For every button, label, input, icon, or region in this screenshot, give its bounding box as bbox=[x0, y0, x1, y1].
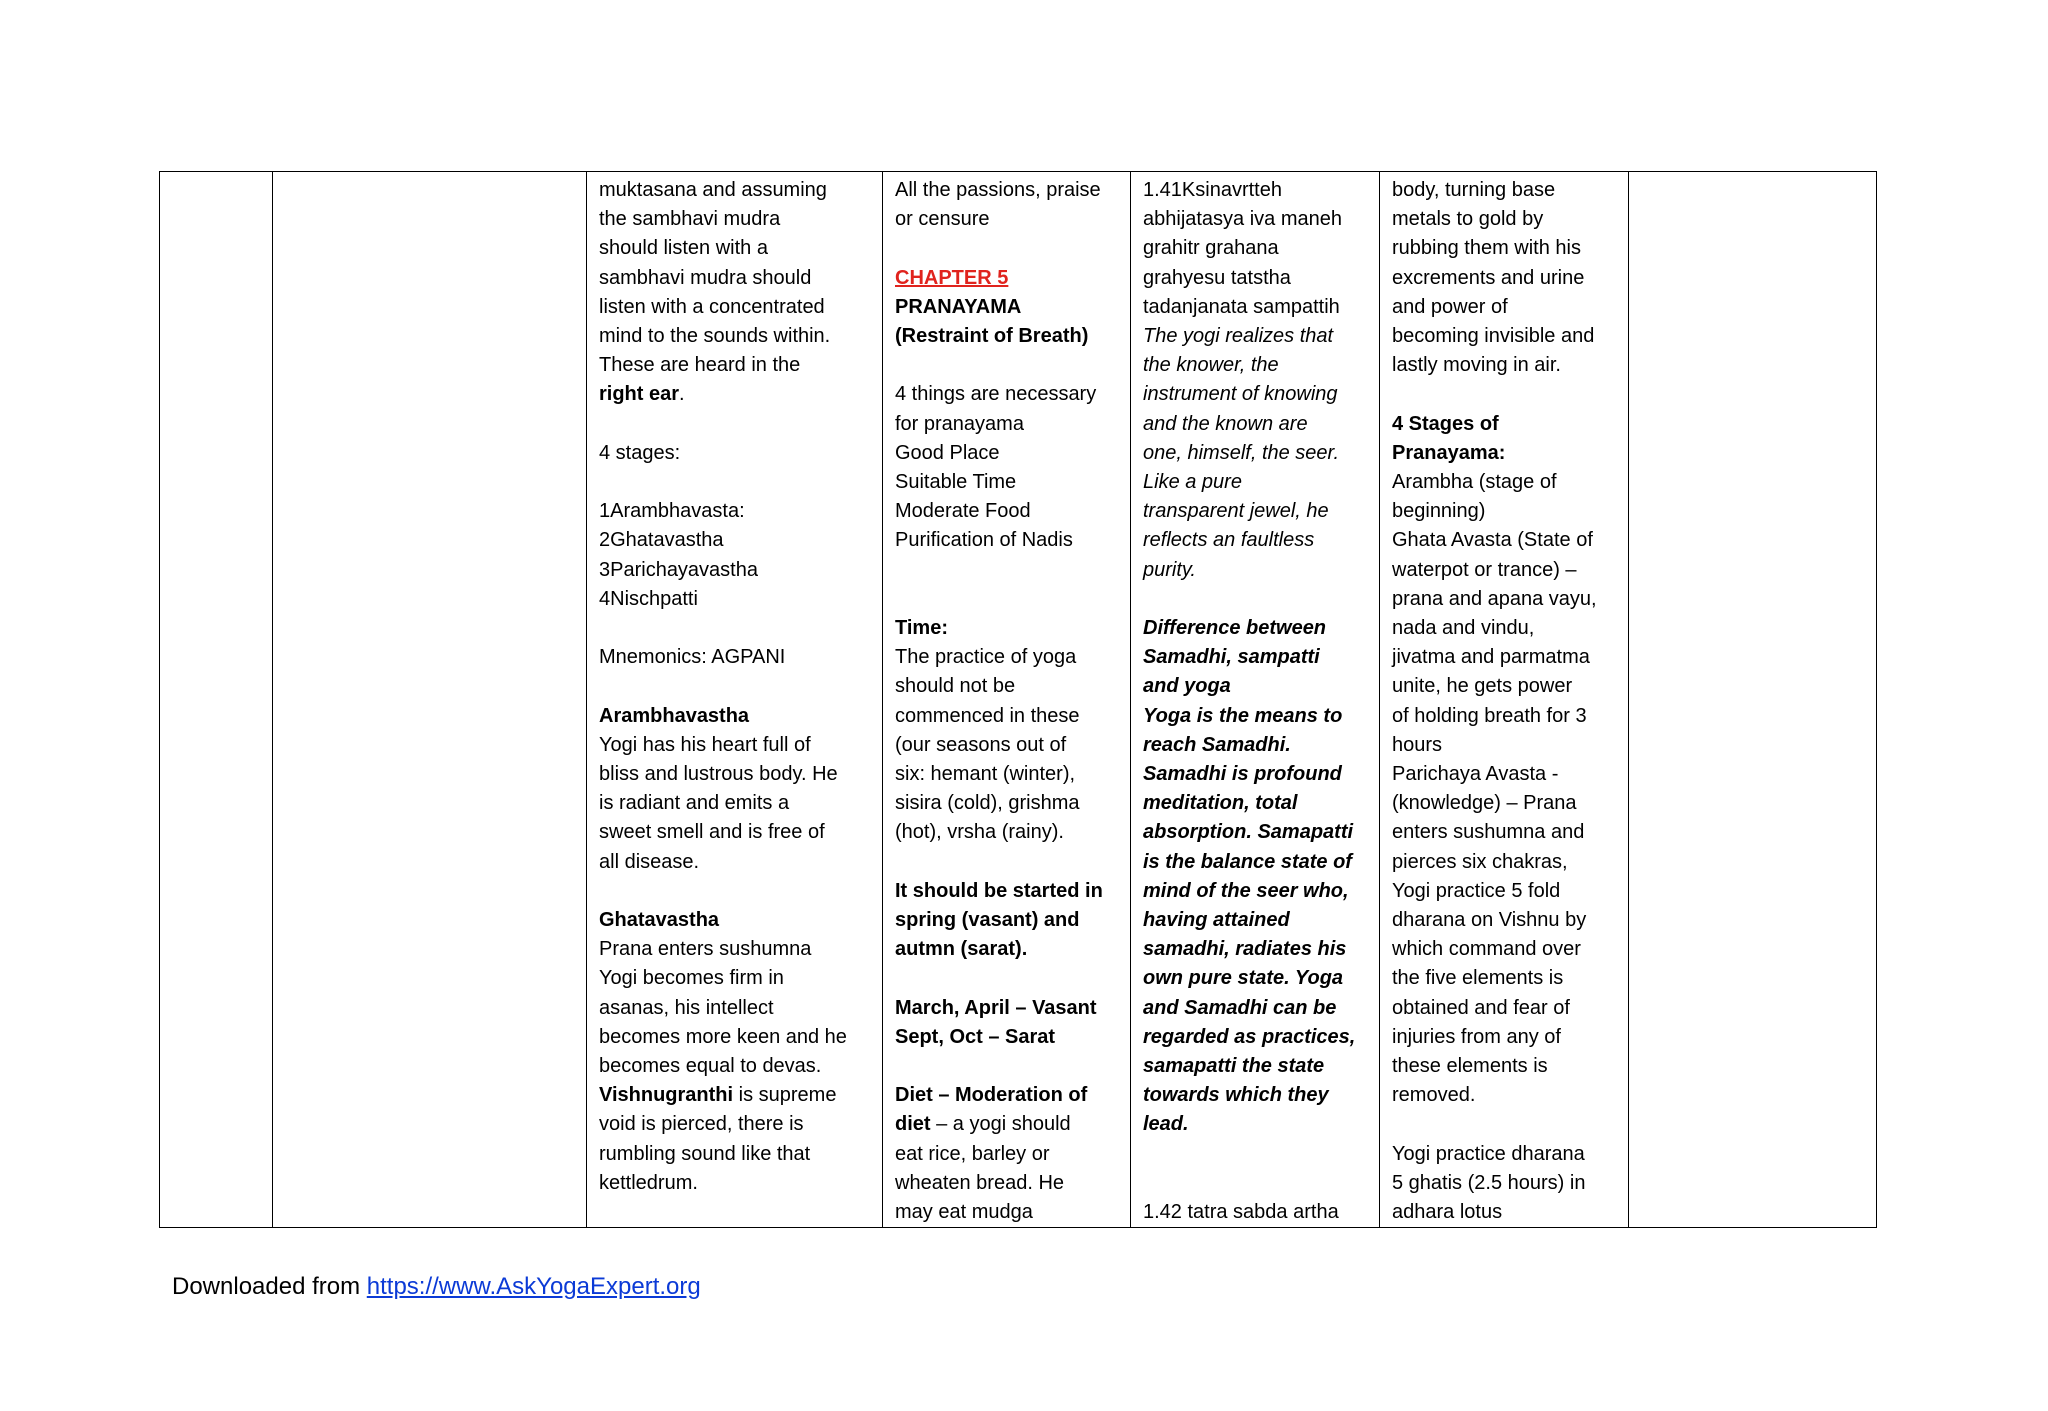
text-run: becoming invisible and bbox=[1392, 325, 1595, 348]
text-line bbox=[599, 439, 870, 468]
text-run: 1.41Ksinavrtteh bbox=[1143, 179, 1282, 201]
text-line bbox=[895, 760, 1118, 789]
text-line bbox=[895, 264, 1118, 293]
text-run: unite, he gets power bbox=[1392, 675, 1573, 698]
text-line bbox=[599, 234, 870, 263]
text-run: nada and vindu, bbox=[1392, 617, 1535, 640]
text-run: rubbing them with his bbox=[1392, 237, 1581, 260]
text-run: Ghatavastha bbox=[599, 909, 720, 931]
text-run: meditation, total bbox=[1143, 792, 1298, 815]
text-line bbox=[599, 1052, 870, 1081]
text-run: obtained and fear of bbox=[1392, 996, 1570, 1019]
text-line bbox=[895, 322, 1118, 351]
text-line bbox=[895, 176, 1118, 205]
text-run: . bbox=[679, 383, 685, 406]
text-line bbox=[1143, 234, 1367, 263]
text-run: excrements and urine bbox=[1392, 266, 1585, 289]
text-line bbox=[599, 1023, 870, 1052]
footer-download-note bbox=[172, 1273, 701, 1301]
text-run: instrument of knowing bbox=[1143, 383, 1338, 406]
text-run: autmn (sarat). bbox=[895, 938, 1028, 961]
text-run: It should be started in bbox=[895, 879, 1103, 902]
text-line bbox=[895, 643, 1118, 672]
text-run: eat rice, barley or bbox=[895, 1142, 1050, 1165]
text-line bbox=[895, 293, 1118, 322]
chapter-heading: CHAPTER 5 bbox=[895, 266, 1009, 289]
text-run: 2Ghatavastha bbox=[599, 529, 724, 552]
text-run: Diet – Moderation of bbox=[895, 1084, 1088, 1107]
text-run: Sept, Oct – Sarat bbox=[895, 1025, 1056, 1048]
text-line bbox=[599, 322, 870, 351]
text-run: six: hemant (winter), bbox=[895, 763, 1076, 785]
text-line bbox=[599, 848, 870, 877]
text-run: Moderate Food bbox=[895, 500, 1031, 523]
text-run: beginning) bbox=[1392, 500, 1486, 523]
text-run: reflects an faultless bbox=[1143, 529, 1315, 552]
text-run: metals to gold by bbox=[1392, 208, 1544, 231]
text-line bbox=[1143, 585, 1367, 614]
text-line bbox=[1143, 935, 1367, 964]
text-line bbox=[599, 789, 870, 818]
text-line bbox=[895, 585, 1118, 614]
text-run: Yogi practice dharana bbox=[1392, 1142, 1585, 1165]
text-line bbox=[1143, 994, 1367, 1023]
text-line bbox=[895, 702, 1118, 731]
text-line bbox=[1392, 176, 1616, 205]
text-line bbox=[599, 994, 870, 1023]
text-run: samapatti the state bbox=[1143, 1055, 1325, 1078]
text-run: rumbling sound like that bbox=[599, 1142, 811, 1165]
text-line bbox=[1143, 643, 1367, 672]
text-run: Good Place bbox=[895, 441, 1000, 464]
text-line bbox=[895, 906, 1118, 935]
text-run: Parichaya Avasta - bbox=[1392, 763, 1559, 786]
text-run: asanas, his intellect bbox=[599, 996, 774, 1019]
text-line bbox=[895, 935, 1118, 964]
empty-cell-7 bbox=[1629, 172, 1877, 1228]
text-run: is the balance state of bbox=[1143, 850, 1352, 873]
text-line bbox=[1143, 964, 1367, 993]
text-run: Prana enters sushumna bbox=[599, 938, 812, 961]
text-run: is radiant and emits a bbox=[599, 792, 790, 815]
text-line bbox=[1392, 789, 1616, 818]
text-line bbox=[1392, 818, 1616, 847]
cell-stages-of-pranayama bbox=[1380, 172, 1629, 1228]
text-line bbox=[895, 1169, 1118, 1198]
text-run: reach Samadhi. bbox=[1143, 733, 1291, 756]
text-line bbox=[599, 643, 870, 672]
text-line bbox=[895, 526, 1118, 555]
cell-pranayama-chapter bbox=[883, 172, 1131, 1228]
text-line bbox=[1392, 731, 1616, 760]
text-run: the five elements is bbox=[1392, 967, 1564, 990]
text-run: Suitable Time bbox=[895, 471, 1017, 493]
text-run: lead. bbox=[1143, 1113, 1189, 1136]
text-run: The practice of yoga bbox=[895, 646, 1077, 669]
cell-stages-of-nada bbox=[587, 172, 883, 1228]
text-run: spring (vasant) and bbox=[895, 909, 1080, 931]
text-line bbox=[895, 1140, 1118, 1169]
text-run: having attained bbox=[1143, 909, 1290, 932]
text-line bbox=[599, 1140, 870, 1169]
text-run: Arambha (stage of bbox=[1392, 471, 1557, 494]
text-line bbox=[599, 760, 870, 789]
text-run: (Restraint of Breath) bbox=[895, 325, 1089, 347]
text-line bbox=[1392, 672, 1616, 701]
text-run: samadhi, radiates his bbox=[1143, 938, 1347, 961]
text-line bbox=[1392, 205, 1616, 234]
text-run: 1Arambhavasta: bbox=[599, 500, 745, 523]
text-run: enters sushumna and bbox=[1392, 821, 1585, 844]
text-run: – a yogi should bbox=[930, 1113, 1071, 1136]
text-run: injuries from any of bbox=[1392, 1025, 1561, 1048]
text-line bbox=[1392, 1052, 1616, 1081]
text-run: is supreme bbox=[733, 1084, 837, 1107]
text-run: which command over bbox=[1392, 938, 1581, 961]
text-run: towards which they bbox=[1143, 1084, 1329, 1107]
text-run: Purification of Nadis bbox=[895, 529, 1073, 552]
empty-cell-1 bbox=[160, 172, 273, 1228]
text-run: 1.42 tatra sabda artha bbox=[1143, 1201, 1339, 1224]
text-line bbox=[1143, 410, 1367, 439]
text-run: Samadhi is profound bbox=[1143, 763, 1342, 786]
text-run: mind of the seer who, bbox=[1143, 879, 1349, 902]
text-run: should listen with a bbox=[599, 237, 768, 260]
text-line bbox=[599, 935, 870, 964]
text-line bbox=[895, 410, 1118, 439]
text-run: should not be bbox=[895, 675, 1016, 698]
text-line bbox=[1392, 585, 1616, 614]
text-line bbox=[1143, 497, 1367, 526]
text-run: grahyesu tatstha bbox=[1143, 266, 1291, 289]
text-run: Yogi becomes firm in bbox=[599, 967, 784, 990]
text-run: the sambhavi mudra bbox=[599, 208, 781, 231]
text-line bbox=[1392, 556, 1616, 585]
text-run: These are heard in the bbox=[599, 354, 801, 377]
text-line bbox=[599, 877, 870, 906]
text-run: bliss and lustrous body. He bbox=[599, 763, 838, 785]
text-line bbox=[1392, 1081, 1616, 1110]
text-run: Samadhi, sampatti bbox=[1143, 646, 1320, 669]
text-line bbox=[1143, 906, 1367, 935]
text-run: wheaten bread. He bbox=[895, 1171, 1065, 1194]
text-run: listen with a concentrated bbox=[599, 295, 825, 318]
text-run: Yogi has his heart full of bbox=[599, 733, 811, 756]
text-line bbox=[1143, 439, 1367, 468]
cell-sutra-commentary bbox=[1131, 172, 1380, 1228]
text-line bbox=[599, 818, 870, 847]
text-line bbox=[1143, 1140, 1367, 1169]
text-line bbox=[1143, 526, 1367, 555]
text-line bbox=[599, 672, 870, 701]
text-run: PRANAYAMA bbox=[895, 295, 1022, 318]
text-line bbox=[1143, 1023, 1367, 1052]
text-run: sisira (cold), grishma bbox=[895, 792, 1080, 815]
text-run: own pure state. Yoga bbox=[1143, 967, 1344, 990]
text-line bbox=[895, 877, 1118, 906]
text-run: Ghata Avasta (State of bbox=[1392, 529, 1593, 552]
text-line bbox=[599, 556, 870, 585]
text-line bbox=[1392, 380, 1616, 409]
empty-cell-2 bbox=[273, 172, 587, 1228]
text-run: becomes equal to devas. bbox=[599, 1055, 822, 1078]
text-line bbox=[895, 1198, 1118, 1227]
text-run: or censure bbox=[895, 208, 990, 231]
text-run: (knowledge) – Prana bbox=[1392, 792, 1577, 815]
text-line bbox=[895, 994, 1118, 1023]
text-line bbox=[1392, 906, 1616, 935]
text-line bbox=[1143, 1052, 1367, 1081]
text-line bbox=[1392, 1023, 1616, 1052]
text-line bbox=[1392, 322, 1616, 351]
text-line bbox=[599, 410, 870, 439]
text-line bbox=[1392, 497, 1616, 526]
text-line bbox=[895, 672, 1118, 701]
text-line bbox=[599, 380, 870, 409]
text-line bbox=[1143, 877, 1367, 906]
text-line bbox=[1392, 1169, 1616, 1198]
text-run: all disease. bbox=[599, 850, 700, 873]
text-line bbox=[1392, 526, 1616, 555]
text-line bbox=[599, 264, 870, 293]
text-line bbox=[599, 1081, 870, 1110]
text-line bbox=[1143, 264, 1367, 293]
text-line bbox=[1143, 614, 1367, 643]
text-line bbox=[1143, 1169, 1367, 1198]
text-line bbox=[895, 380, 1118, 409]
text-line bbox=[599, 1169, 870, 1198]
text-run: (our seasons out of bbox=[895, 733, 1067, 756]
text-run: and yoga bbox=[1143, 675, 1231, 698]
text-line bbox=[1392, 643, 1616, 672]
text-run: hours bbox=[1392, 733, 1443, 756]
text-line bbox=[1392, 468, 1616, 497]
text-line bbox=[599, 731, 870, 760]
text-line bbox=[895, 556, 1118, 585]
text-run: and Samadhi can be bbox=[1143, 996, 1337, 1019]
text-line bbox=[599, 702, 870, 731]
text-line bbox=[1143, 1198, 1367, 1227]
text-line bbox=[1392, 702, 1616, 731]
text-run: waterpot or trance) – bbox=[1392, 558, 1577, 581]
text-run: The yogi realizes that bbox=[1143, 325, 1334, 348]
text-line bbox=[895, 848, 1118, 877]
text-line bbox=[1392, 234, 1616, 263]
text-line bbox=[1143, 351, 1367, 380]
text-line bbox=[895, 1023, 1118, 1052]
text-run: becomes more keen and he bbox=[599, 1025, 847, 1048]
text-run: lastly moving in air. bbox=[1392, 354, 1561, 377]
text-line bbox=[1143, 818, 1367, 847]
text-run: Like a pure bbox=[1143, 471, 1242, 494]
text-line bbox=[895, 1052, 1118, 1081]
text-run: pierces six chakras, bbox=[1392, 850, 1568, 873]
text-run: of holding breath for 3 bbox=[1392, 704, 1587, 727]
text-run: for pranayama bbox=[895, 412, 1024, 435]
text-line bbox=[1392, 439, 1616, 468]
text-line bbox=[599, 964, 870, 993]
text-run: 3Parichayavastha bbox=[599, 558, 758, 581]
source-link[interactable]: https://www.AskYogaExpert.org bbox=[366, 1273, 701, 1300]
text-run: abhijatasya iva maneh bbox=[1143, 208, 1343, 231]
text-line bbox=[895, 818, 1118, 847]
text-run: body, turning base bbox=[1392, 179, 1556, 201]
text-line bbox=[1143, 556, 1367, 585]
table-row bbox=[160, 172, 1877, 1228]
text-line bbox=[1143, 176, 1367, 205]
text-run: sweet smell and is free of bbox=[599, 821, 825, 844]
text-run: tadanjanata sampattih bbox=[1143, 295, 1340, 318]
text-run: 5 ghatis (2.5 hours) in bbox=[1392, 1171, 1586, 1194]
text-line bbox=[1392, 877, 1616, 906]
text-line bbox=[895, 789, 1118, 818]
text-run: removed. bbox=[1392, 1084, 1476, 1107]
text-line bbox=[1392, 1198, 1616, 1227]
text-line bbox=[1143, 1081, 1367, 1110]
text-line bbox=[1392, 1110, 1616, 1139]
text-run: Mnemonics: AGPANI bbox=[599, 646, 786, 669]
text-line bbox=[599, 526, 870, 555]
text-line bbox=[1392, 1140, 1616, 1169]
text-line bbox=[599, 293, 870, 322]
text-run: Difference between bbox=[1143, 617, 1327, 640]
text-run: Pranayama: bbox=[1392, 441, 1506, 464]
text-run: 4 Stages of bbox=[1392, 412, 1499, 435]
text-run: 4 stages: bbox=[599, 441, 681, 464]
footer-prefix: Downloaded from bbox=[172, 1273, 367, 1300]
text-line bbox=[1143, 380, 1367, 409]
text-run: jivatma and parmatma bbox=[1392, 646, 1590, 669]
text-line bbox=[1392, 410, 1616, 439]
text-line bbox=[1392, 264, 1616, 293]
text-run: mind to the sounds within. bbox=[599, 325, 831, 348]
text-run: the knower, the bbox=[1143, 354, 1279, 377]
text-line bbox=[895, 614, 1118, 643]
text-line bbox=[1143, 293, 1367, 322]
text-line bbox=[1143, 731, 1367, 760]
text-run: 4Nischpatti bbox=[599, 587, 698, 610]
text-run: (hot), vrsha (rainy). bbox=[895, 821, 1064, 844]
text-run: Time: bbox=[895, 616, 948, 639]
text-run: may eat mudga bbox=[895, 1201, 1033, 1223]
text-line bbox=[1143, 702, 1367, 731]
text-line bbox=[599, 585, 870, 614]
text-run: 4 things are necessary bbox=[895, 383, 1097, 406]
text-line bbox=[1143, 1110, 1367, 1139]
text-line bbox=[895, 234, 1118, 263]
text-run: grahitr grahana bbox=[1143, 237, 1279, 260]
text-run: March, April – Vasant bbox=[895, 996, 1097, 1019]
text-run: and power of bbox=[1392, 295, 1508, 318]
text-run: dharana on Vishnu by bbox=[1392, 909, 1587, 932]
text-line bbox=[599, 205, 870, 234]
text-line bbox=[895, 205, 1118, 234]
text-run: void is pierced, there is bbox=[599, 1113, 804, 1136]
text-line bbox=[599, 497, 870, 526]
text-line bbox=[1392, 964, 1616, 993]
text-line bbox=[1392, 351, 1616, 380]
text-run: right ear bbox=[599, 383, 680, 406]
text-line bbox=[1392, 614, 1616, 643]
text-line bbox=[895, 1081, 1118, 1110]
text-line bbox=[599, 176, 870, 205]
text-run: Yoga is the means to bbox=[1143, 704, 1343, 727]
text-line bbox=[895, 439, 1118, 468]
text-run: prana and apana vayu, bbox=[1392, 587, 1597, 610]
text-line bbox=[895, 468, 1118, 497]
text-run: Yogi practice 5 fold bbox=[1392, 879, 1561, 902]
text-line bbox=[1143, 468, 1367, 497]
text-run: and the known are bbox=[1143, 412, 1308, 435]
text-line bbox=[599, 614, 870, 643]
text-line bbox=[895, 731, 1118, 760]
text-run: Arambhavastha bbox=[599, 704, 750, 727]
text-line bbox=[1392, 293, 1616, 322]
text-run: muktasana and assuming bbox=[599, 179, 827, 201]
text-run: diet bbox=[895, 1113, 931, 1136]
text-run: commenced in these bbox=[895, 704, 1080, 727]
text-line bbox=[1143, 672, 1367, 701]
text-run: Vishnugranthi bbox=[599, 1084, 734, 1107]
text-line bbox=[1392, 848, 1616, 877]
text-line bbox=[599, 1110, 870, 1139]
text-run: purity. bbox=[1143, 558, 1196, 581]
text-line bbox=[1143, 848, 1367, 877]
text-line bbox=[599, 351, 870, 380]
text-run: sambhavi mudra should bbox=[599, 266, 812, 289]
content-table bbox=[159, 171, 1877, 1228]
text-run: these elements is bbox=[1392, 1055, 1548, 1078]
text-line bbox=[599, 906, 870, 935]
text-line bbox=[599, 468, 870, 497]
text-line bbox=[1392, 760, 1616, 789]
text-run: All the passions, praise bbox=[895, 179, 1101, 201]
text-run: adhara lotus bbox=[1392, 1201, 1503, 1224]
text-line bbox=[895, 497, 1118, 526]
text-line bbox=[1143, 789, 1367, 818]
text-line bbox=[1143, 322, 1367, 351]
text-line bbox=[1143, 760, 1367, 789]
text-line bbox=[1143, 205, 1367, 234]
text-run: one, himself, the seer. bbox=[1143, 441, 1340, 464]
text-line bbox=[895, 1110, 1118, 1139]
text-run: kettledrum. bbox=[599, 1171, 698, 1194]
text-line bbox=[1392, 994, 1616, 1023]
text-run: absorption. Samapatti bbox=[1143, 821, 1354, 844]
text-line bbox=[1392, 935, 1616, 964]
text-run: transparent jewel, he bbox=[1143, 500, 1329, 523]
text-run: regarded as practices, bbox=[1143, 1025, 1356, 1048]
text-line bbox=[895, 964, 1118, 993]
text-line bbox=[895, 351, 1118, 380]
